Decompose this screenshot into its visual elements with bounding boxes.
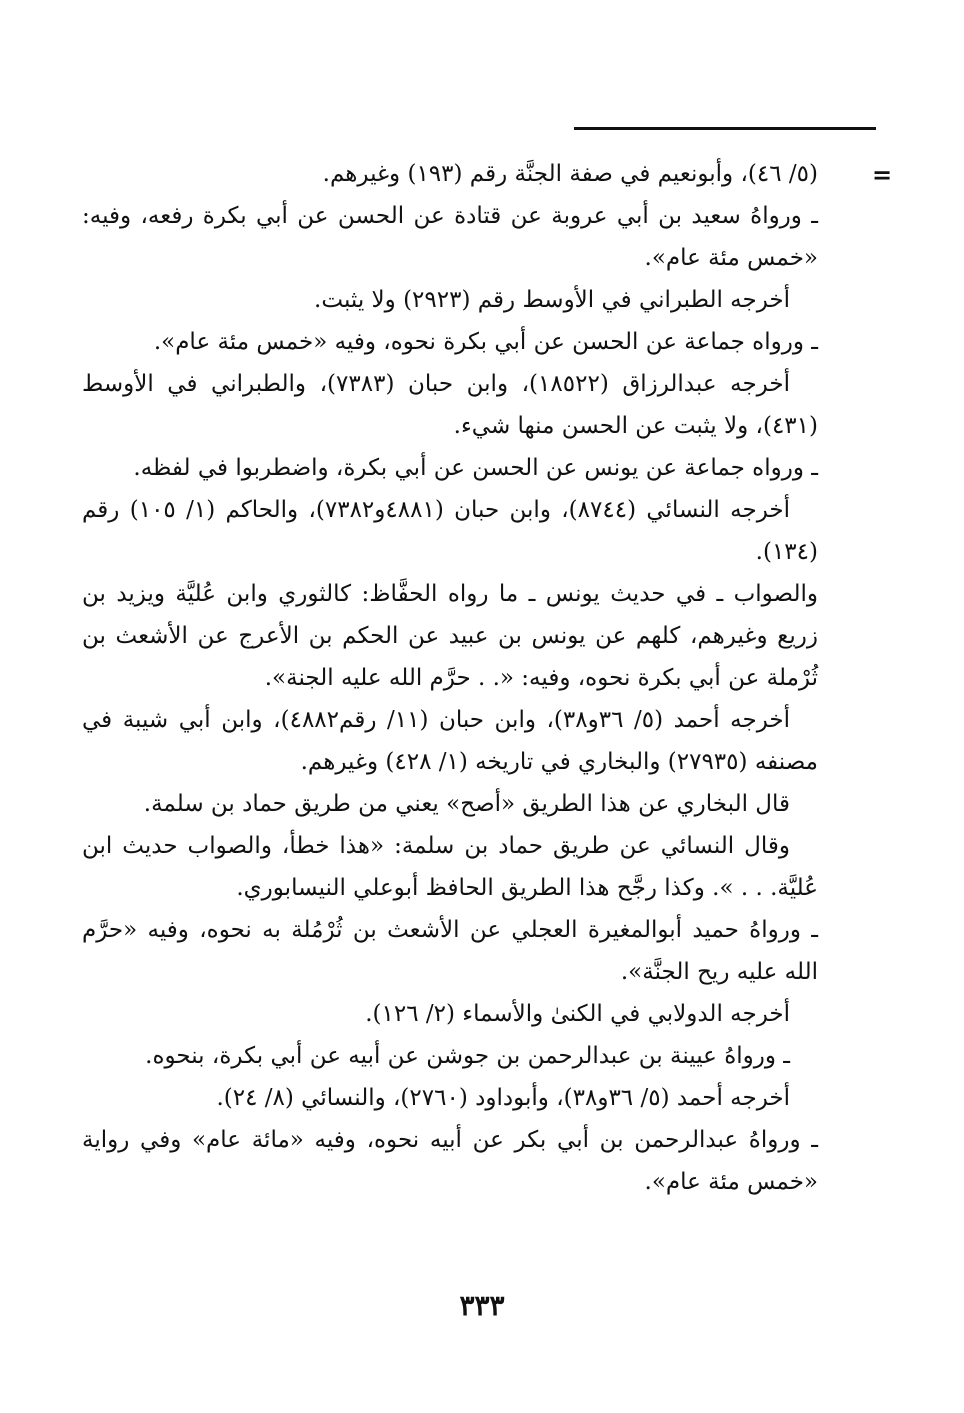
paragraph: والصواب ـ في حديث يونس ـ ما رواه الحفَّاظ: كالثوري وابن عُليَّة ويزيد بن زريع وغيرهم، كلهم عن يونس بن عبيد عن الحكم بن الأعرج عن الأشعث بن ثُرْملة عن أبي بكرة نحوه، وفيه: «. . حرَّم الله عليه الجنة». — [82, 581, 818, 691]
page-number: ٣٣٣ — [459, 1289, 505, 1322]
paragraph: أخرجه الطبراني في الأوسط رقم (٢٩٢٣) ولا يثبت. — [314, 287, 790, 313]
paragraph: (٥/ ٤٦)، وأبونعيم في صفة الجنَّة رقم (١٩٣) وغيرهم. — [322, 161, 818, 187]
paragraph: ـ ورواهُ حميد أبوالمغيرة العجلي عن الأشعث بن ثُرْمُلة به نحوه، وفيه «حرَّم الله عليه ريح الجنَّة». — [82, 917, 818, 985]
paragraph: أخرجه أحمد (٥/ ٣٦و٣٨)، وابن حبان (١١/ رقم٤٨٨٢)، وابن أبي شيبة في مصنفه (٢٧٩٣٥) والبخاري في تاريخه (١/ ٤٢٨) وغيرهم. — [82, 707, 818, 775]
paragraph: ـ ورواهُ سعيد بن أبي عروبة عن قتادة عن الحسن عن أبي بكرة رفعه، وفيه: «خمس مئة عام». — [82, 203, 818, 271]
paragraph: وقال النسائي عن طريق حماد بن سلمة: «هذا خطأ، والصواب حديث ابن عُليَّة. . . ». وكذا رجَّح هذا الطريق الحافظ أبوعلي النيسابوري. — [82, 833, 818, 901]
paragraph: أخرجه عبدالرزاق (١٨٥٢٢)، وابن حبان (٧٣٨٣)، والطبراني في الأوسط (٤٣١)، ولا يثبت عن الحسن منها شيء. — [82, 371, 818, 439]
paragraph: ـ ورواه جماعة عن يونس عن الحسن عن أبي بكرة، واضطربوا في لفظه. — [133, 455, 818, 481]
paragraph: أخرجه النسائي (٨٧٤٤)، وابن حبان (٤٨٨١و٧٣٨٢)، والحاكم (١/ ١٠٥) رقم (١٣٤). — [82, 497, 818, 565]
footnote-body — [82, 153, 818, 1203]
paragraph: أخرجه أحمد (٥/ ٣٦و٣٨)، وأبوداود (٢٧٦٠)، والنسائي (٨/ ٢٤). — [216, 1085, 790, 1111]
paragraph: ـ ورواهُ عبدالرحمن بن أبي بكر عن أبيه نحوه، وفيه «مائة عام» وفي رواية «خمس مئة عام». — [82, 1127, 818, 1195]
paragraph: أخرجه الدولابي في الكنىٰ والأسماء (٢/ ١٢٦). — [365, 1001, 790, 1027]
paragraph: ـ ورواه جماعة عن الحسن عن أبي بكرة نحوه، وفيه «خمس مئة عام». — [153, 329, 818, 355]
paragraph: قال البخاري عن هذا الطريق «أصح» يعني من طريق حماد بن سلمة. — [143, 791, 790, 817]
paragraph: ـ ورواهُ عيينة بن عبدالرحمن بن جوشن عن أبيه عن أبي بكرة، بنحوه. — [145, 1043, 790, 1069]
continuation-mark: = — [872, 160, 893, 189]
footnote-separator-rule — [574, 127, 876, 130]
